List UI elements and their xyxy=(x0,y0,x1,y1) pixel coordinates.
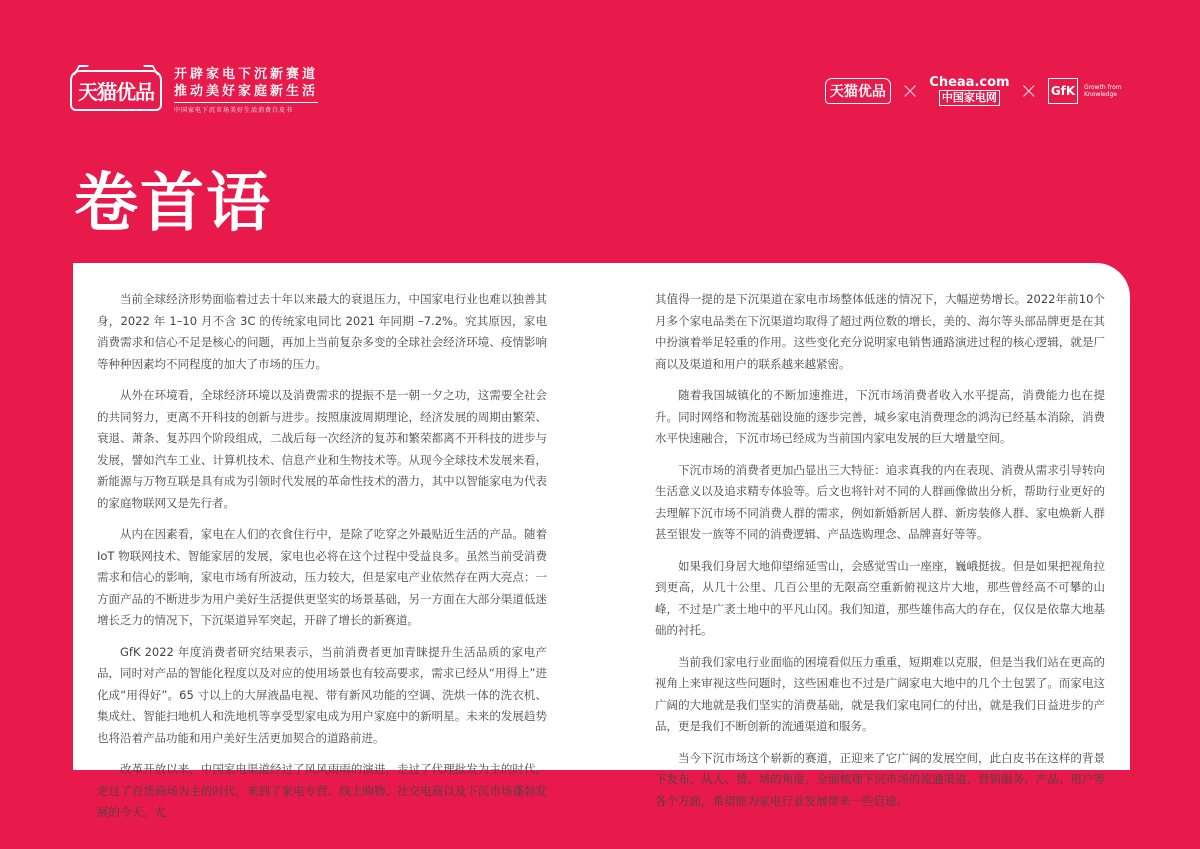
slogan-line-2: 推动美好家庭新生活 xyxy=(174,83,318,103)
paragraph: 当前我们家电行业面临的困境看似压力重重，短期难以克服，但是当我们站在更高的视角上来审视这些问题时，这些困难也不过是广阔家电大地中的几个土包罢了。而家电这广阔的大地就是我们坚实的消费基础，就是我们家电同仁的付出，就是我们日益进步的产品，更是我们不断创新的流通渠道和服务。 xyxy=(655,654,1105,733)
tmall-whitepaper-logo xyxy=(70,66,318,114)
paragraph: 从外在环境看，全球经济环境以及消费需求的提振不是一朝一夕之功，这需要全社会的共同努力，更离不开科技的创新与进步。按照康波周期理论，经济发展的周期由繁荣、衰退、萧条、复苏四个阶段组成，二战后每一次经济的复苏和繁荣都离不开科技的进步与发展，譬如汽车工业、计算机技术、信息产业和生物技术等。从现今全球技术发展来看，新能源与万物互联是具有成为引领时代发展的革命性技术的潜力，其中以智能家电为代表的家庭物联网又是先行者。 xyxy=(97,388,547,510)
cheaa-url: Cheaa.com xyxy=(929,75,1010,90)
paragraph: 当今下沉市场这个崭新的赛道，正迎来了它广阔的发展空间，此白皮书在这样的背景下发布，从人、货、场的角度，全面梳理下沉市场的流通渠道、营销服务、产品、用户等各个方面，希望能为家电行业发展带来一些启迪。 xyxy=(655,750,1105,808)
paragraph: 当前全球经济形势面临着过去十年以来最大的衰退压力，中国家电行业也难以独善其身，2022 年 1–10 月不含 3C 的传统家电同比 2021 年同期 –7.2%。究其原因，家电消费需求和信心不足是核心的问题，再加上当前复杂多变的全球社会经济环境、疫情影响等种种因素均不同程度的加大了市场的压力。 xyxy=(97,292,547,371)
slogan xyxy=(174,66,318,114)
paragraph-continued: 其值得一提的是下沉渠道在家电市场整体低迷的情况下，大幅逆势增长。2022年前10个月多个家电品类在下沉渠道均取得了超过两位数的增长，美的、海尔等头部品牌更是在其中扮演着举足轻重的作用。这些变化充分说明家电销售通路演进过程的核心逻辑，就是厂商以及渠道和用户的联系越来越紧密。 xyxy=(655,292,1105,371)
left-column xyxy=(97,289,547,834)
tmall-partner-logo: 天猫优品 xyxy=(825,78,891,104)
separator-x-icon: × xyxy=(900,78,920,104)
tmall-logo: 天猫优品 xyxy=(70,70,162,111)
content-card xyxy=(73,263,1130,819)
partner-logos xyxy=(825,76,1128,106)
slogan-line-1: 开辟家电下沉新赛道 xyxy=(174,67,319,82)
gfk-logo xyxy=(1048,78,1128,104)
paragraph: 下沉市场的消费者更加凸显出三大特征：追求真我的内在表现、消费从需求引导转向生活意义以及追求精专体验等。后文也将针对不同的人群画像做出分析，帮助行业更好的去理解下沉市场不同消费人群的需求，例如新婚新居人群、新房装修人群、家电焕新人群甚至银发一族等不同的消费逻辑、产品选购理念、品牌喜好等等。 xyxy=(655,462,1105,541)
cheaa-logo xyxy=(929,76,1009,106)
paragraph: 如果我们身居大地仰望绵延雪山，会感觉雪山一座座，巍峨挺拔。但是如果把视角拉到更高，从几十公里、几百公里的无限高空重新俯视这片大地，那些曾经高不可攀的山峰，不过是广袤土地中的平凡山冈。我们知道，那些雄伟高大的存在，仅仅是依靠大地基础的衬托。 xyxy=(655,558,1105,637)
paragraph: 从内在因素看，家电在人们的衣食住行中，是除了吃穿之外最贴近生活的产品。随着 IoT 物联网技术、智能家居的发展，家电也必将在这个过程中受益良多。虽然当前受消费需求和信心的影响，家电市场有所波动，压力较大，但是家电产业依然存在两大亮点：一方面产品的不断进步为用户美好生活提供更坚实的场景基础，另一方面在大部分渠道低迷增长乏力的情况下，下沉渠道异军突起，开辟了增长的新赛道。 xyxy=(97,527,547,627)
paragraph: 改革开放以来，中国家电渠道经过了风风雨雨的演进，走过了代理批发为主的时代，走过了百货商场为主的时代，来到了家电专营、线上购物、社交电商以及下沉市场蓬勃发展的今天。尤 xyxy=(97,762,547,819)
paragraph: GfK 2022 年度消费者研究结果表示，当前消费者更加青睐提升生活品质的家电产品，同时对产品的智能化程度以及对应的使用场景也有较高要求，需求已经从“用得上”进化成“用得好”。65 寸以上的大屏液晶电视、带有新风功能的空调、洗烘一体的洗衣机、集成灶、智能扫地机人和洗地机等享受型家电成为用户家庭中的新明星。未来的发展趋势也将沿着产品功能和用户美好生活更加契合的道路前进。 xyxy=(97,644,547,745)
paragraph: 随着我国城镇化的不断加速推进，下沉市场消费者收入水平提高，消费能力也在提升。同时网络和物流基础设施的逐步完善，城乡家电消费理念的鸿沟已经基本消除，消费水平快速融合，下沉市场已经成为当前国内家电发展的巨大增量空间。 xyxy=(655,388,1105,445)
right-column xyxy=(655,289,1105,822)
page-title: 卷首语 xyxy=(74,167,272,241)
slogan-subtitle: 中国家电下沉市场美好生活消费白皮书 xyxy=(174,107,294,114)
cheaa-name: 中国家电网 xyxy=(939,90,1000,106)
gfk-tagline: Growth from Knowledge xyxy=(1084,84,1122,98)
separator-x-icon: × xyxy=(1019,78,1038,104)
gfk-mark: GfK xyxy=(1048,78,1078,104)
